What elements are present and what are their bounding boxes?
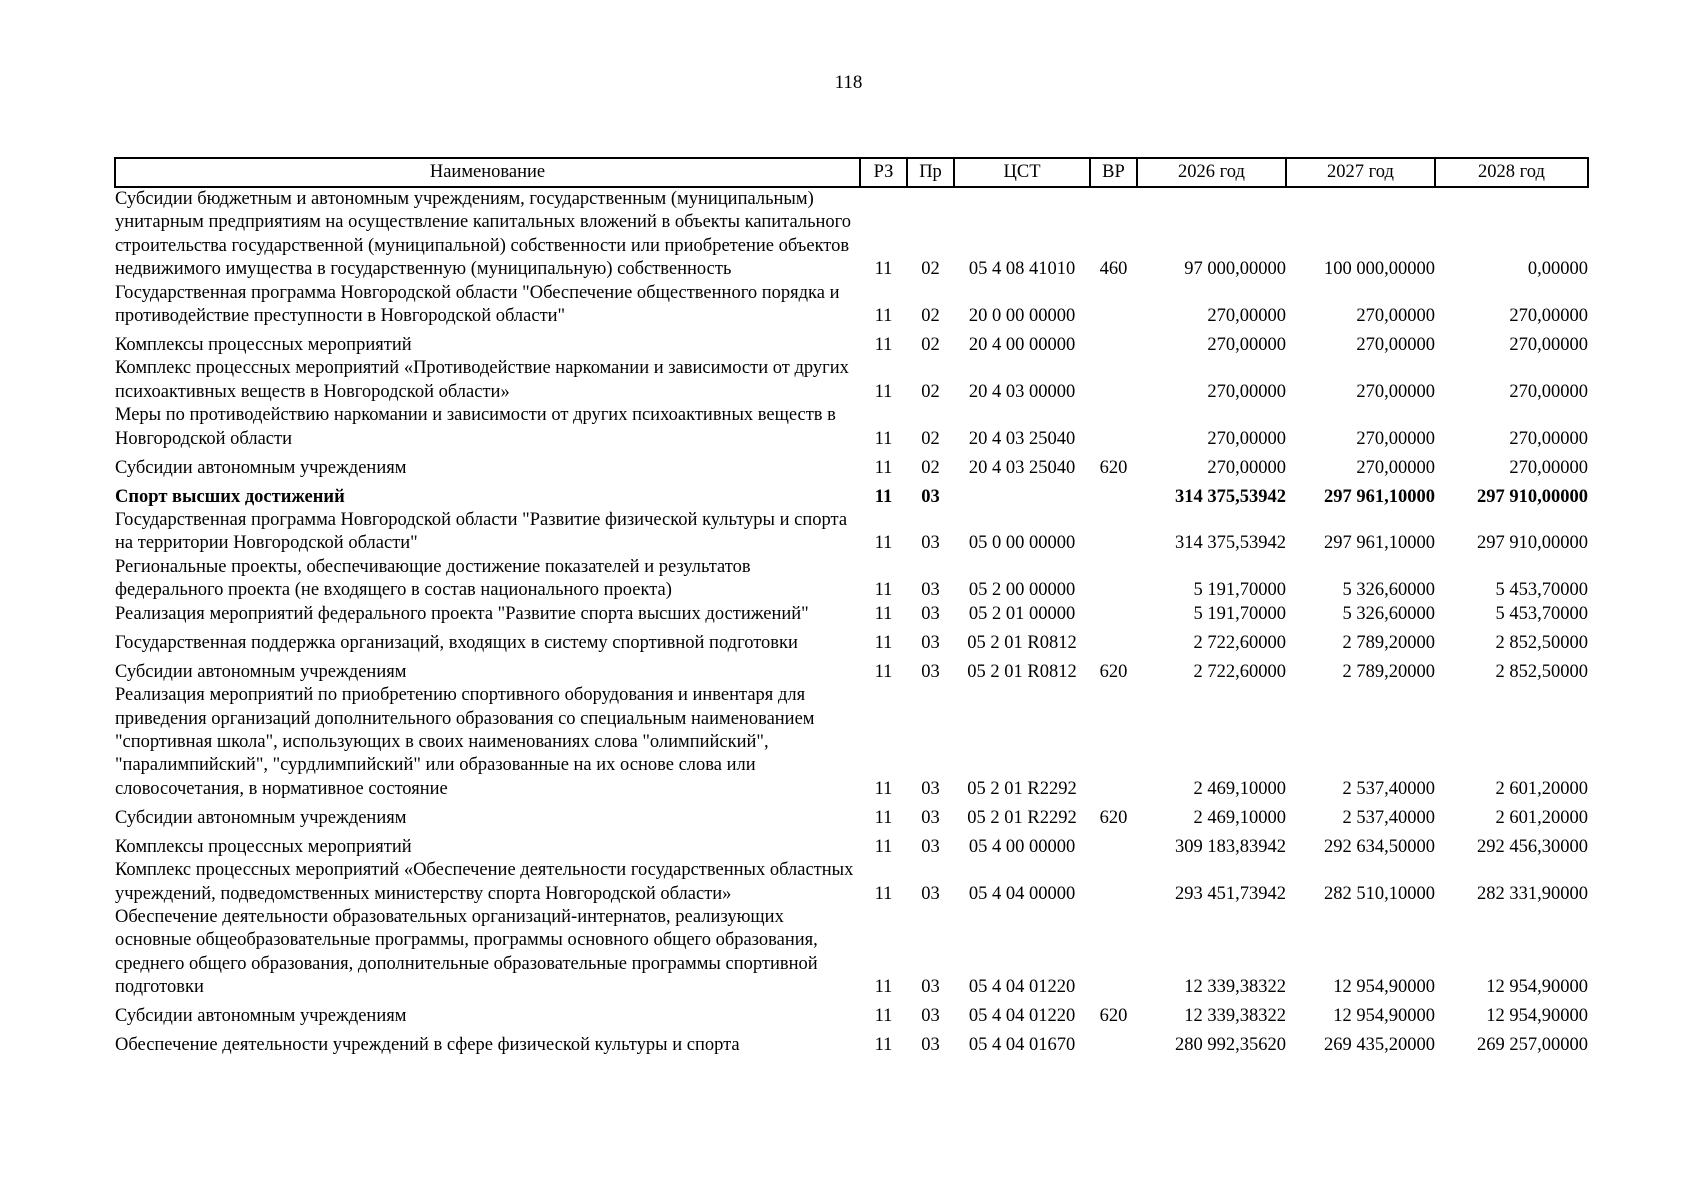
row-2027: 270,00000 (1356, 335, 1435, 356)
table-row (115, 328, 1588, 357)
table-row (115, 655, 1588, 684)
row-pr: 02 (921, 335, 940, 356)
row-2028: 12 954,90000 (1486, 1006, 1588, 1027)
row-cst: 05 2 01 R0812 (967, 661, 1077, 682)
row-2026: 270,00000 (1207, 335, 1286, 356)
header-vr: ВР (1090, 158, 1137, 187)
row-vr: 620 (1099, 661, 1128, 682)
row-vr (1090, 626, 1137, 655)
row-2027: 2 537,40000 (1342, 778, 1435, 799)
row-cst: 05 0 00 00000 (968, 533, 1076, 554)
table-row (115, 556, 1588, 603)
row-pr: 02 (921, 259, 940, 280)
row-vr: 620 (1099, 1006, 1128, 1027)
table-row (115, 509, 1588, 556)
row-2027: 12 954,90000 (1333, 1006, 1435, 1027)
row-2026: 314 375,53942 (1175, 486, 1286, 507)
row-2027: 270,00000 (1356, 457, 1435, 478)
table-row (115, 830, 1588, 859)
row-2028: 270,00000 (1509, 428, 1588, 449)
row-cst: 05 2 01 R2292 (967, 807, 1077, 828)
row-rz: 11 (874, 977, 893, 998)
row-pr: 03 (921, 486, 940, 507)
row-name: Комплексы процессных мероприятий (115, 335, 412, 356)
table-row (115, 1029, 1588, 1058)
row-2027: 2 789,20000 (1342, 661, 1435, 682)
row-2027: 297 961,10000 (1324, 533, 1435, 554)
row-2028: 5 453,70000 (1495, 580, 1588, 601)
row-2026: 2 722,60000 (1193, 632, 1286, 653)
table-row (115, 906, 1588, 1000)
table-header (115, 158, 1588, 187)
row-vr (1090, 556, 1137, 603)
row-2027: 12 954,90000 (1333, 977, 1435, 998)
row-vr (1090, 509, 1137, 556)
row-2026: 309 183,83942 (1175, 836, 1286, 857)
row-2026: 270,00000 (1207, 381, 1286, 402)
row-rz: 11 (874, 603, 893, 624)
row-2028: 2 601,20000 (1495, 778, 1588, 799)
row-cst: 05 4 00 00000 (968, 836, 1076, 857)
row-pr: 03 (921, 807, 940, 828)
row-2027: 270,00000 (1356, 428, 1435, 449)
row-cst: 05 4 04 01220 (968, 977, 1076, 998)
row-2027: 100 000,00000 (1324, 259, 1435, 280)
row-cst: 05 2 00 00000 (968, 580, 1076, 601)
row-2028: 282 331,90000 (1477, 883, 1588, 904)
row-cst: 20 4 00 00000 (968, 335, 1076, 356)
header-cst: ЦСТ (954, 158, 1090, 187)
row-rz: 11 (874, 428, 893, 449)
row-2028: 0,00000 (1527, 259, 1588, 280)
header-2028: 2028 год (1435, 158, 1588, 187)
row-vr (1090, 684, 1137, 801)
table-row (115, 1000, 1588, 1029)
row-rz: 11 (874, 580, 893, 601)
table-row (115, 801, 1588, 830)
header-2026: 2026 год (1137, 158, 1286, 187)
row-name: Государственная программа Новгородской области "Развитие физической культуры и спорта на территории Новгородской области" (115, 510, 848, 554)
table-row (115, 626, 1588, 655)
row-pr: 03 (921, 661, 940, 682)
row-2028: 2 852,50000 (1495, 632, 1588, 653)
row-2028: 12 954,90000 (1486, 977, 1588, 998)
row-name: Комплекс процессных мероприятий «Противодействие наркомании и зависимости от других психоактивных веществ в Новгородской области» (115, 358, 849, 402)
page-number: 118 (834, 72, 863, 93)
row-2028: 297 910,00000 (1477, 533, 1588, 554)
row-rz: 11 (874, 778, 893, 799)
row-name: Государственная программа Новгородской области "Обеспечение общественного порядка и противодействие преступности в Новгородской области" (115, 282, 840, 327)
row-vr: 620 (1099, 807, 1128, 828)
table-row (115, 480, 1588, 509)
row-rz: 11 (874, 807, 893, 828)
row-cst: 05 2 01 R0812 (967, 632, 1077, 653)
row-vr (1090, 282, 1137, 329)
row-rz: 11 (874, 306, 893, 327)
row-2026: 12 339,38322 (1184, 1006, 1286, 1027)
row-2027: 270,00000 (1356, 381, 1435, 402)
row-name: Меры по противодействию наркомании и зависимости от других психоактивных веществ в Новгородской области (115, 405, 836, 449)
header-2027: 2027 год (1286, 158, 1435, 187)
row-2028: 292 456,30000 (1477, 836, 1588, 857)
row-name: Субсидии автономным учреждениям (115, 457, 407, 478)
row-cst (954, 480, 1090, 509)
row-rz: 11 (874, 632, 893, 653)
row-name: Субсидии бюджетным и автономным учреждениям, государственным (муниципальным) унитарным предприятиям на осуществление капитальных вложений в объекты капитального строительства государственной (муниципальной) собственности или приобретение объектов недвижимого имущества в государственную (муниципальную) собственность (115, 189, 852, 280)
row-pr: 03 (921, 977, 940, 998)
row-pr: 03 (921, 603, 940, 624)
budget-table (114, 157, 1589, 1058)
row-pr: 03 (921, 580, 940, 601)
row-vr (1090, 906, 1137, 1000)
row-cst: 05 2 01 00000 (968, 603, 1076, 624)
row-rz: 11 (874, 836, 893, 857)
row-vr (1090, 603, 1137, 626)
row-2027: 269 435,20000 (1324, 1035, 1435, 1056)
row-rz: 11 (874, 381, 893, 402)
row-cst: 05 2 01 R2292 (967, 778, 1077, 799)
row-pr: 03 (921, 533, 940, 554)
row-2027: 292 634,50000 (1324, 836, 1435, 857)
row-2026: 2 469,10000 (1193, 778, 1286, 799)
row-2028: 270,00000 (1509, 381, 1588, 402)
row-2026: 5 191,70000 (1193, 580, 1286, 601)
row-rz: 11 (874, 259, 893, 280)
row-rz: 11 (874, 486, 893, 507)
row-vr (1090, 1029, 1137, 1058)
row-vr: 460 (1099, 259, 1128, 280)
row-cst: 05 4 08 41010 (968, 259, 1076, 280)
header-row (115, 158, 1588, 187)
row-rz: 11 (874, 661, 893, 682)
row-name: Спорт высших достижений (115, 486, 345, 507)
row-name: Комплекс процессных мероприятий «Обеспечение деятельности государственных областных учреждений, подведомственных министерству спорта Новгородской области» (115, 860, 854, 904)
row-2027: 270,00000 (1356, 306, 1435, 327)
row-2026: 314 375,53942 (1175, 533, 1286, 554)
row-2026: 2 722,60000 (1193, 661, 1286, 682)
header-pr: Пр (907, 158, 954, 187)
row-rz: 11 (874, 1006, 893, 1027)
row-pr: 02 (921, 306, 940, 327)
row-pr: 02 (921, 381, 940, 402)
row-vr (1090, 830, 1137, 859)
row-2028: 297 910,00000 (1477, 486, 1588, 507)
row-2026: 2 469,10000 (1193, 807, 1286, 828)
row-cst: 20 4 03 25040 (968, 457, 1076, 478)
row-2028: 5 453,70000 (1495, 603, 1588, 624)
table-row (115, 451, 1588, 480)
row-rz: 11 (874, 335, 893, 356)
row-pr: 03 (921, 883, 940, 904)
row-2028: 269 257,00000 (1477, 1035, 1588, 1056)
row-rz: 11 (874, 883, 893, 904)
row-pr: 03 (921, 1035, 940, 1056)
row-2026: 270,00000 (1207, 306, 1286, 327)
row-cst: 20 0 00 00000 (968, 306, 1076, 327)
row-2026: 293 451,73942 (1175, 883, 1286, 904)
table-row (115, 603, 1588, 626)
row-cst: 05 4 04 00000 (968, 883, 1076, 904)
row-2026: 270,00000 (1207, 428, 1286, 449)
header-rz: РЗ (860, 158, 907, 187)
row-2027: 5 326,60000 (1342, 603, 1435, 624)
row-2026: 12 339,38322 (1184, 977, 1286, 998)
table-row (115, 187, 1588, 282)
row-2027: 2 789,20000 (1342, 632, 1435, 653)
table-row (115, 282, 1588, 329)
row-cst: 05 4 04 01220 (968, 1006, 1076, 1027)
row-pr: 03 (921, 632, 940, 653)
row-vr (1090, 328, 1137, 357)
row-name: Региональные проекты, обеспечивающие достижение показателей и результатов федерального проекта (не входящего в состав национального проекта) (115, 556, 751, 601)
row-pr: 02 (921, 457, 940, 478)
row-cst: 20 4 03 25040 (968, 428, 1076, 449)
row-name: Субсидии автономным учреждениям (115, 1006, 407, 1027)
row-2027: 282 510,10000 (1324, 883, 1435, 904)
row-2028: 2 852,50000 (1495, 661, 1588, 682)
row-name: Субсидии автономным учреждениям (115, 807, 407, 828)
row-2026: 270,00000 (1207, 457, 1286, 478)
row-vr: 620 (1099, 457, 1128, 478)
row-vr (1090, 859, 1137, 906)
row-cst: 20 4 03 00000 (968, 381, 1076, 402)
row-2028: 2 601,20000 (1495, 807, 1588, 828)
row-2028: 270,00000 (1509, 306, 1588, 327)
row-2027: 5 326,60000 (1342, 580, 1435, 601)
table-row (115, 859, 1588, 906)
row-name: Комплексы процессных мероприятий (115, 836, 412, 857)
row-2028: 270,00000 (1509, 457, 1588, 478)
row-vr (1090, 357, 1137, 404)
header-name: Наименование (115, 158, 860, 187)
row-2028: 270,00000 (1509, 335, 1588, 356)
row-name: Обеспечение деятельности образовательных организаций-интернатов, реализующих основные общеобразовательные программы, программы основного общего образования, среднего общего образования, дополнительные образовательные программы спортивной подготовки (115, 906, 818, 998)
row-name: Реализация мероприятий федерального проекта "Развитие спорта высших достижений" (115, 603, 809, 624)
row-name: Государственная поддержка организаций, входящих в систему спортивной подготовки (115, 632, 798, 653)
row-name: Обеспечение деятельности учреждений в сфере физической культуры и спорта (115, 1035, 740, 1056)
row-pr: 03 (921, 778, 940, 799)
row-pr: 03 (921, 1006, 940, 1027)
table-row (115, 357, 1588, 404)
row-rz: 11 (874, 1035, 893, 1056)
row-pr: 02 (921, 428, 940, 449)
row-2027: 297 961,10000 (1324, 486, 1435, 507)
table-row (115, 404, 1588, 451)
row-name: Субсидии автономным учреждениям (115, 661, 407, 682)
row-2026: 5 191,70000 (1193, 603, 1286, 624)
row-2026: 97 000,00000 (1184, 259, 1286, 280)
row-vr (1090, 404, 1137, 451)
table-row (115, 684, 1588, 801)
row-name: Реализация мероприятий по приобретению спортивного оборудования и инвентаря для приведения организаций дополнительного образования со специальным наименованием "спортивная школа", использующих в своих наименованиях слова "олимпийский", "паралимпийский", "сурдлимпийский" или образованные на их основе слова или словосочетания, в нормативное состояние (115, 685, 815, 799)
row-2027: 2 537,40000 (1342, 807, 1435, 828)
row-rz: 11 (874, 457, 893, 478)
row-rz: 11 (874, 533, 893, 554)
row-pr: 03 (921, 836, 940, 857)
row-vr (1090, 480, 1137, 509)
row-cst: 05 4 04 01670 (968, 1035, 1076, 1056)
table-body (115, 187, 1588, 1058)
row-2026: 280 992,35620 (1175, 1035, 1286, 1056)
